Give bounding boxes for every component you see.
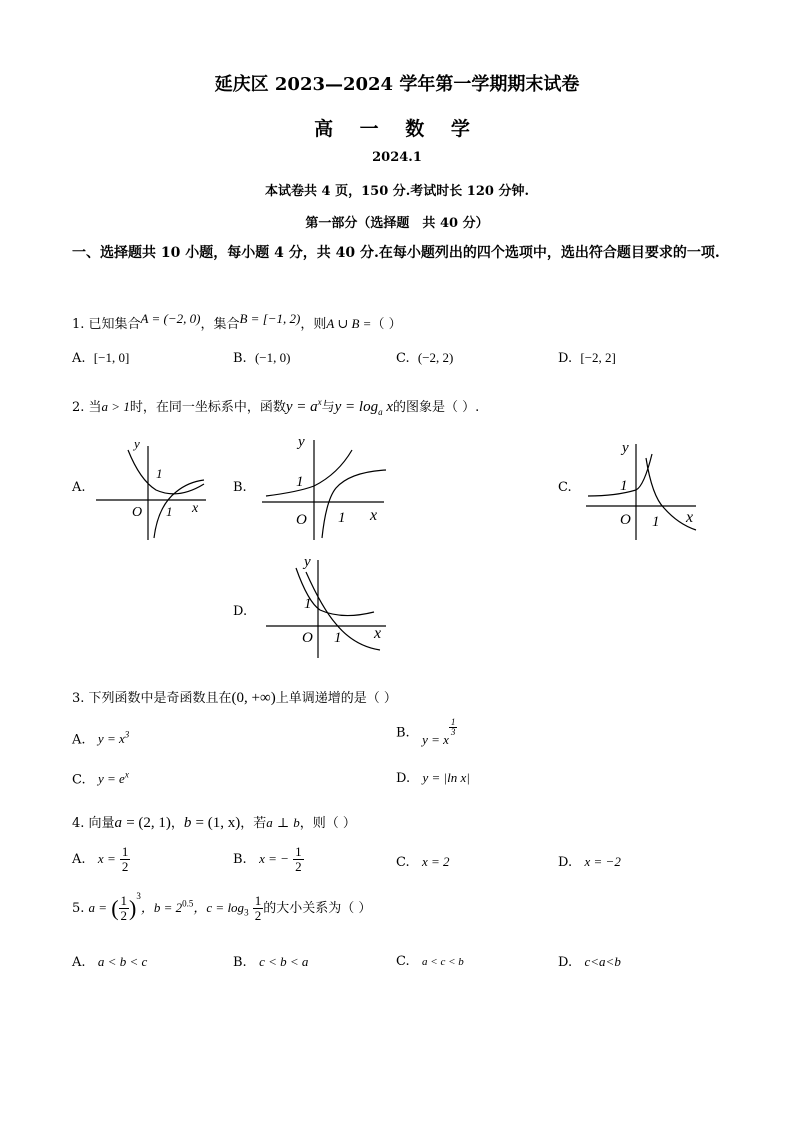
q4-option-b[interactable]: B. x = − $\frac{1}{2}$ [233,844,302,874]
y-intercept-label: 1 [296,474,304,490]
y-axis-label: y [304,554,311,570]
q2-option-a[interactable]: A. [72,480,86,495]
x-intercept-label: 1 [338,510,346,526]
y-intercept-label: 1 [304,596,312,612]
exam-title: 延庆区 2023—2024 学年第一学期期末试卷 [214,74,580,95]
q1-option-b[interactable]: B. (−1, 0) [233,350,291,366]
q4-option-a[interactable]: A. x = $\frac{1}{2}$ [72,844,129,874]
graph-a [92,436,212,542]
interval: (0, +∞) [231,690,276,706]
q1-option-d[interactable]: D. [−2, 2] [558,350,616,366]
x-axis-label: x [686,509,694,526]
question-2: 2. 当a > 1时，在同一坐标系中，函数$y = a^x$与$y = \log_a x$的图象是（ ）. [72,397,480,417]
y-axis-label: y [134,436,140,451]
q1-option-a[interactable]: A. [−1, 0] [72,350,130,366]
q2-option-d[interactable]: D. [233,604,248,619]
set-b: B = [−1, 2) [239,311,301,326]
vector-a: a [114,815,123,831]
q5-option-b[interactable]: B. c < b < a [233,954,309,970]
origin-label: O [132,505,143,520]
exam-date: 2024.1 [372,150,422,165]
part-heading: 第一部分（选择题 共 40 分） [305,216,489,231]
graph-d [262,550,392,660]
q2-option-b[interactable]: B. [233,480,247,495]
q3-option-a[interactable]: A. $y = x^3$ [72,730,130,748]
q1-option-c[interactable]: C. (−2, 2) [396,350,454,366]
graph-b [258,430,390,542]
origin-label: O [620,512,631,528]
question-4: 4. 向量a = (2, 1)，b = (1, x)，若a ⊥ b，则（ ） [72,815,356,831]
x-intercept-label: 1 [652,514,660,530]
exam-subject: 高 一 数 学 [314,118,480,140]
y-intercept-label: 1 [156,466,163,481]
origin-label: O [296,512,307,528]
x-intercept-label: 1 [334,630,342,646]
q5-option-a[interactable]: A. a < b < c [72,954,148,970]
exam-info: 本试卷共 4 页，150 分.考试时长 120 分钟. [265,184,529,199]
set-a: A = (−2, 0) [140,311,201,326]
vector-b: b [183,815,192,831]
q4-option-c[interactable]: C. x = 2 [396,854,450,870]
question-5: 5. a = ( $\frac{1}{2}$ )$^3$，$b = 2^{0.5}$，$c = \log_3$ $\frac{1}{2}$ 的大小关系为（ ） [72,890,372,923]
q3-option-c[interactable]: C. $y = e^x$ [72,770,129,788]
y-axis-label: y [298,434,305,450]
y-axis-label: y [622,440,629,456]
x-axis-label: x [374,625,382,642]
question-3: 3. 下列函数中是奇函数且在(0, +∞)上单调递增的是（ ） [72,690,397,706]
x-intercept-label: 1 [166,504,173,519]
q3-option-b[interactable]: B. y = x $\frac{1}{3}$ [396,717,456,748]
question-1: 1. 已知集合A = (−2, 0)，集合B = [−1, 2)，则A ∪ B =（ ） [72,311,402,332]
origin-label: O [302,630,313,646]
graph-c [582,434,702,542]
q2-option-c[interactable]: C. [558,480,572,495]
q4-option-d[interactable]: D. x = −2 [558,854,621,870]
q5-option-c[interactable]: C. a < c < b [396,954,464,969]
x-axis-label: x [370,507,378,524]
section-instructions: 一、选择题共 10 小题，每小题 4 分，共 40 分.在每小题列出的四个选项中，选出符合题目要求的一项. [72,245,720,261]
q5-option-d[interactable]: D. c<a<b [558,954,621,970]
exp-function: $y = a^x$ [285,397,322,415]
x-axis-label: x [192,501,199,516]
log-function: $y = \log_a x$ [334,399,394,417]
q3-option-d[interactable]: D. y = |ln x| [396,770,470,786]
y-intercept-label: 1 [620,478,628,494]
